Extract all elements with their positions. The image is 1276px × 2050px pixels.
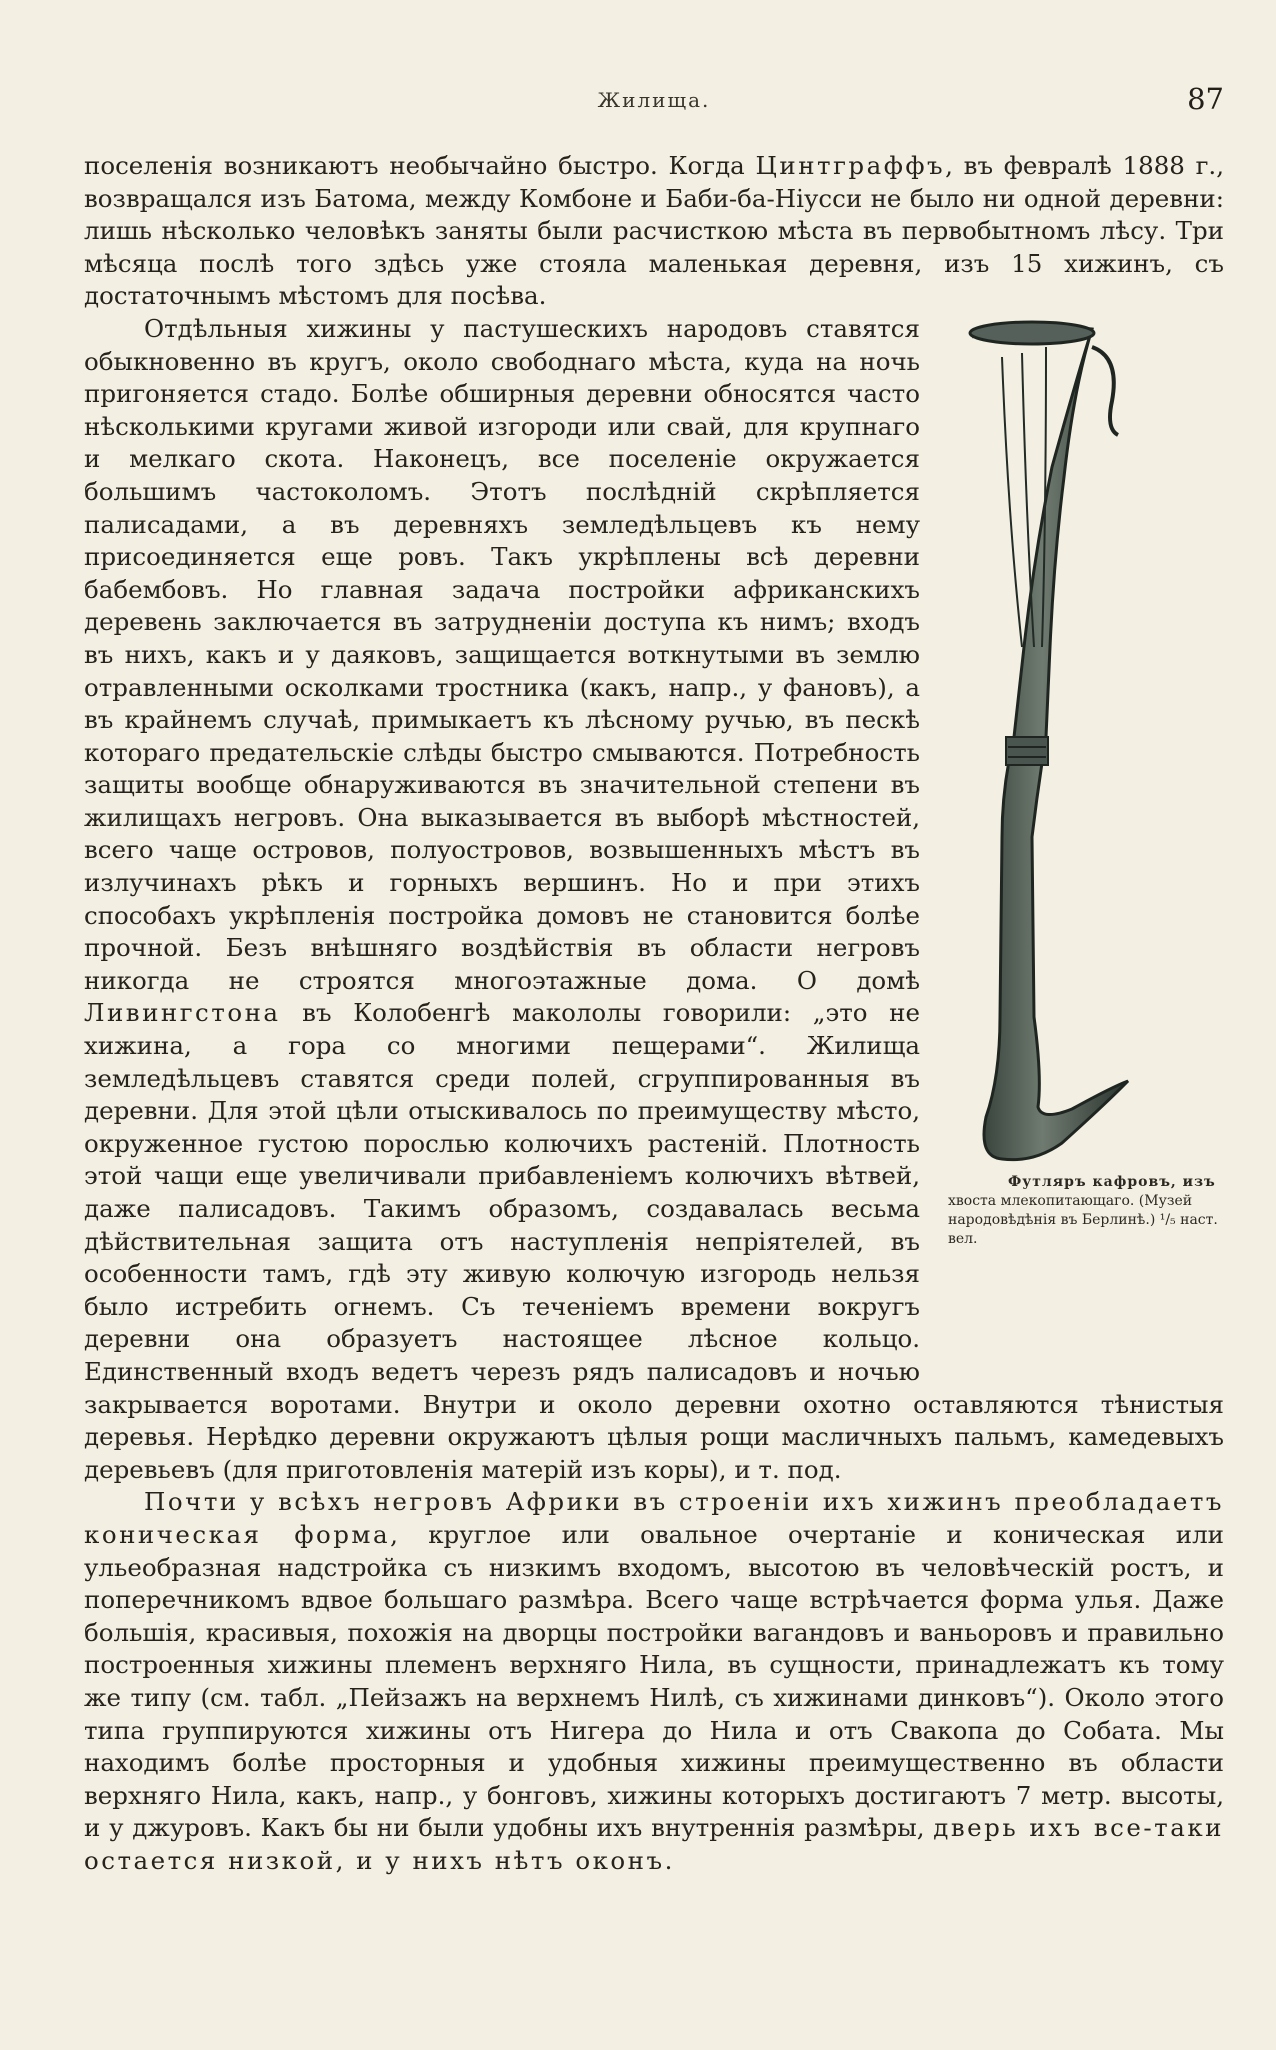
caption-title: Футляръ кафровъ, изъ [1008,1173,1216,1190]
figure [942,317,1224,1377]
text-run: , круглое или овальное очертаніе и коническая или ульеобразная надстройка съ низкимъ входомъ, высотою въ человѣческій ростъ, и поперечникомъ вдвое большаго размѣра. Всего чаще встрѣчается форма улья. Даже большія, красивыя, похожія на дворцы постройки вагандовъ и ваньоровъ и правильно построенныя хижины племенъ верхняго Нила, въ сущности, принадлежатъ къ тому же типу (см. табл. „Пейзажъ на верхнемъ Нилѣ, съ хижинами динковъ“). Около этого типа группируются хижины отъ Нигера до Нила и отъ Свакопа до Собата. Мы находимъ болѣе просторныя и удобныя хижины преимущественно въ области верхняго Нила, какъ, напр., у бонговъ, хижины которыхъ достигаютъ 7 метр. высоты, и у джуровъ. Какъ бы ни были удобны ихъ внутреннія размѣры, [84,1519,1224,1843]
emphasized-text: Почти у всѣхъ негровъ Африки въ строеніи ихъ хижинъ преобладаетъ коническая форма [84,1487,1224,1549]
text-run: въ Колобенгѣ макололы говорили: „это не хижина, а гора со многими пещерами“. Жилища земледѣльцевъ ставятся среди полей, сгруппированныя въ деревни. Для этой цѣли отыскивалось по преимуществу мѣсто, окруженное густою порослью колючихъ растеній. Плотность этой чащи еще увеличивали прибавленіемъ колючихъ вѣтвей, даже палисадовъ. Такимъ образомъ, создавалась весьма дѣйствительная защита отъ наступленія непріятелей, въ особенности тамъ, гдѣ эту живую колючую изгородь нельзя было истребить огнемъ. Съ теченіемъ времени вокругъ деревни она образуетъ настоящее лѣсное кольцо. Единственный входъ ведетъ черезъ рядъ палисадовъ и ночью закрывается воротами. Внутри и около деревни охотно оставляются тѣнистыя деревья. Нерѣдко деревни окружаютъ цѣлыя рощи масличныхъ пальмъ, камедевыхъ деревьевъ (для приготовленія матерій изъ коры), и т. под. [84,998,1224,1484]
person-name: Цинтграффъ [755,151,946,180]
page-header [84,82,1224,128]
figure-caption [948,1173,1220,1249]
page-number: 87 [1187,82,1224,116]
text-run: Отдѣльныя хижины у пастушескихъ народовъ ставятся обыкновенно въ кругъ, около свободнаго мѣста, куда на ночь пригоняется стадо. Болѣе обширныя деревни обносятся часто нѣсколькими кругами живой изгороди или свай, для крупнаго и мелкаго скота. Наконецъ, все поселеніе окружается большимъ частоколомъ. Этотъ послѣдній скрѣпляется палисадами, а въ деревняхъ земледѣльцевъ къ нему присоединяется еще ровъ. Такъ укрѣплены всѣ деревни бабембовъ. Но главная задача постройки африканскихъ деревень заключается въ затрудненіи доступа къ нимъ; входъ въ нихъ, какъ и у даяковъ, защищается воткнутыми въ землю отравленными осколками тростника (какъ, напр., у фановъ), а въ крайнемъ случаѣ, примыкаетъ къ лѣсному ручью, въ пескѣ котораго предательскіе слѣды быстро смываются. Потребность защиты вообще обнаруживаются въ значительной степени въ жилищахъ негровъ. Она выказывается въ выборѣ мѣстностей, всего чаще островов, полуостровов, возвышенныхъ мѣстъ въ излучинахъ рѣкъ и горныхъ вершинъ. Но и при этихъ способахъ укрѣпленія постройка домовъ не становится болѣе прочной. Безъ внѣшняго воздѣйствія въ области негровъ никогда не строятся многоэтажные дома. О домѣ [84,313,920,995]
paragraph-1 [84,150,1224,313]
text-run: , въ февралѣ 1888 г., возвращался изъ Батома, между Комбоне и Баби-ба-Ніусси не было ни одной деревни: лишь нѣсколько человѣкъ заняты были расчисткою мѣста въ первобытномъ лѣсу. Три мѣсяца послѣ того здѣсь уже стояла маленькая деревня, изъ 15 хижинъ, съ достаточнымъ мѣстомъ для посѣва. [84,151,1225,311]
paragraph-2 [84,313,1224,1486]
caption-rest: хвоста млекопитающаго. (Музей народовѣдѣнія въ Берлинѣ.) ¹/₅ наст. вел. [948,1192,1218,1247]
body-text [84,150,1224,1877]
running-head: Жилища. [597,88,711,112]
text-run: поселенія возникаютъ необычайно быстро. Когда [84,151,756,180]
emphasized-text: дверь ихъ все-таки остается низкой, и у нихъ нѣтъ оконъ. [84,1813,1224,1875]
paragraph-3 [84,1486,1224,1877]
person-name: Ливингстона [84,998,281,1028]
fly-whisk-case-illustration [942,317,1224,1177]
